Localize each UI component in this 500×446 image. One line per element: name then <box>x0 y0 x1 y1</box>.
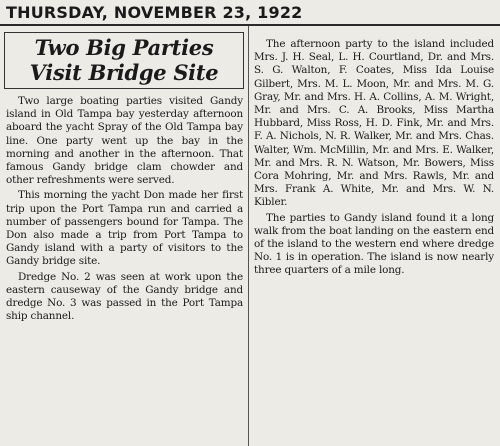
dateline: THURSDAY, NOVEMBER 23, 1922 <box>6 3 303 22</box>
paragraph-3: Dredge No. 2 was seen at work upon the eastern causeway of the Gandy bridge and dredge No. 3 was passed in the Port Tampa ship channel. <box>6 270 243 323</box>
paragraph-5: The parties to Gandy island found it a long walk from the boat landing on the eastern end of the island to the western end where dredge No. 1 is in operation. The island is now nearly three quarters of a mile long. <box>254 211 494 277</box>
left-column <box>6 95 243 325</box>
right-column <box>254 38 494 280</box>
top-rule <box>0 24 500 26</box>
paragraph-1: Two large boating parties visited Gandy island in Old Tampa bay yesterday afternoon aboard the yacht Spray of the Old Tampa bay line. One party went up the bay in the morning and another in the afternoon. That famous Gandy bridge clam chowder and other refreshments were served. <box>6 95 243 187</box>
paragraph-4: The afternoon party to the island included Mrs. J. H. Seal, L. H. Courtland, Dr. and Mrs. S. G. Walton, F. Coates, Miss Ida Louise Gilbert, Mrs. M. L. Moon, Mr. and Mrs. M. G. Gray, Mr. and Mrs. H. A. Collins, A. M. Wright, Mr. and Mrs. C. A. Brooks, Miss Martha Hubbard, Miss Ross, H. D. Fink, Mr. and Mrs. F. A. Nichols, N. R. Walker, Mr. and Mrs. Chas. Walter, Wm. McMillin, Mr. and Mrs. E. Walker, Mr. and Mrs. R. N. Watson, Mr. Bowers, Miss Cora Mohring, Mr. and Mrs. Rawls, Mr. and Mrs. Frank A. White, Mr. and Mrs. W. N. Kibler. <box>254 38 494 209</box>
column-divider <box>248 26 249 446</box>
headline-line-2: Visit Bridge Site <box>29 60 219 85</box>
paragraph-2: This morning the yacht Don made her first trip upon the Port Tampa run and carried a number of passengers bound for Tampa. The Don also made a trip from Port Tampa to Gandy island with a party of visitors to the Gandy bridge site. <box>6 189 243 268</box>
headline-line-1: Two Big Parties <box>34 35 214 60</box>
headline-box <box>4 32 244 89</box>
